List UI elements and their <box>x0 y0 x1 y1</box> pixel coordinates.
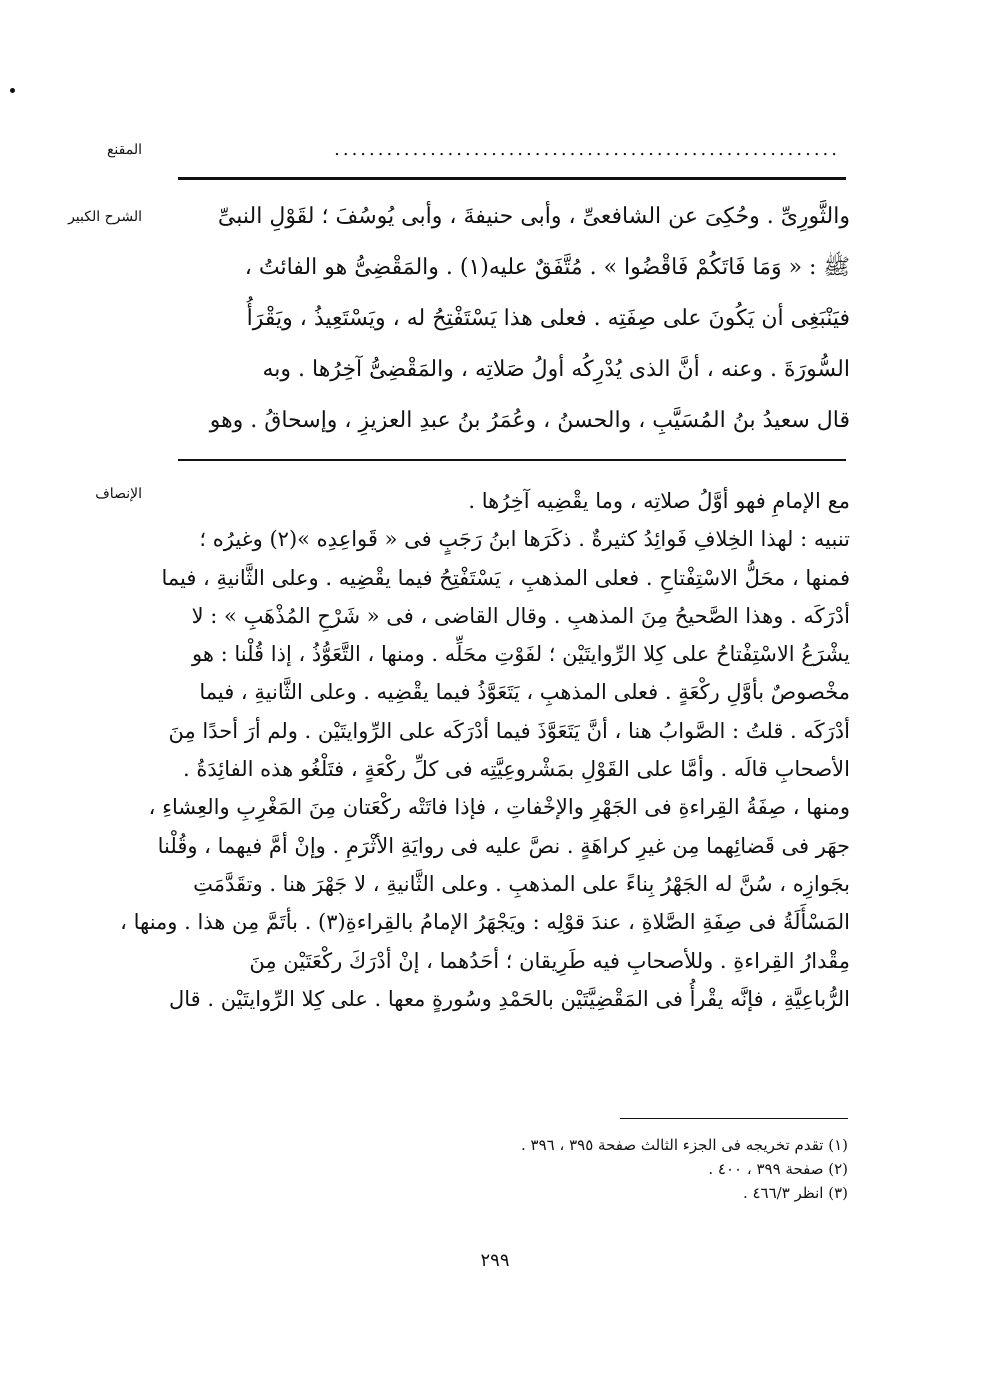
insaf-line: مِقْدارُ القِراءةِ . وللأصحابِ فيه طَرِيقان ؛ أحَدُهما ، إنْ أدْرَكَ ركْعَتَيْن مِنَ <box>249 948 850 973</box>
margin-label-muqni: المقنع <box>106 142 142 158</box>
insaf-line: بجَوازِه ، سُنَّ له الجَهْرُ بِناءً على المذهبِ . وعلى الثَّانيةِ ، لا جَهْرَ هنا . وتقَدَّمَتِ <box>193 871 850 896</box>
insaf-line: يشْرَعُ الاسْتِفْتاحُ على كِلا الرِّوايتَيْن ؛ لفَوْتِ محَلِّه . ومنها ، التَّعَوُّذُ ، إذا قُلْنا : هو <box>192 642 850 667</box>
insaf-line: تنبيه : لهذا الخِلافِ فَوائِدُ كثيرةٌ . ذكَرَها ابنُ رَجَبٍ فى « قَواعِدِه »(٢) وغيرُه ؛ <box>199 527 850 552</box>
sharh-line: السُّورَةَ . وعنه ، أنَّ الذى يُدْرِكُه أولُ صَلاتِه ، والمَقْضِىُّ آخِرُها . وبه <box>262 357 850 382</box>
insaf-line: الرُّباعِيَّةِ ، فإنَّه يقْرأُ فى المَقْضِيَّتَيْن بالحَمْدِ وسُورةٍ معها . على كِلا الرِّوايتَيْن . قال <box>168 986 850 1011</box>
middle-rule <box>178 459 846 461</box>
insaf-line: أدْرَكَه . قلتُ : الصَّوابُ هنا ، أنَّ يَتَعَوَّذَ فيما أدْرَكَه على الرِّوايتَيْن . ولم أرَ أحدًا مِنَ <box>168 718 850 743</box>
insaf-line: جهَر فى قَضائِهما مِن غيرِ كراهَةٍ . نصَّ عليه فى روايَةِ الأثْرَمِ . وإنْ أمَّ فيهما ، وقُلْنا <box>157 833 850 858</box>
insaf-line: ومنها ، صِفَةُ القِراءةِ فى الجَهْرِ والإخْفاتِ ، فإذا فاتَتْه ركْعَتان مِنَ المَغْرِبِ والعِشاءِ ، <box>148 795 850 820</box>
scan-speck <box>10 88 15 93</box>
margin-label-sharh-kabir: الشرح الكبير <box>68 209 142 225</box>
sharh-kabir-text <box>175 191 850 446</box>
insaf-text <box>120 482 850 1018</box>
top-rule <box>178 177 846 180</box>
insaf-line: فمنها ، محَلُّ الاسْتِفْتاحِ . فعلى المذهبِ ، يَسْتَفْتِحُ فيما يقْضِيه . وعلى الثَّانيةِ ، فيما <box>161 565 850 590</box>
page-number: ٢٩٩ <box>480 1250 510 1271</box>
footnotes <box>300 1133 848 1205</box>
insaf-line: أدْرَكَه . وهذا الصَّحيحُ مِنَ المذهبِ . وقال القاضى ، فى « شَرْحِ المُذْهَبِ » : لا <box>191 603 850 628</box>
sharh-line: ﷺ : « وَمَا فَاتَكُمْ فَاقْضُوا » . مُتَّفَقٌ عليه(١) . والمَقْضِىُّ هو الفائتُ ، <box>244 255 850 280</box>
footnote: (٣) انظر ٤٦٦/٣ . <box>742 1184 848 1202</box>
insaf-line: مع الإمامِ فهو أوَّلُ صلاتِه ، وما يقْضِيه آخِرُها . <box>468 489 850 513</box>
insaf-line: الأصحابِ قالَه . وأمَّا على القَوْلِ بمَشْروعِيَّتِه فى كلِّ ركْعَةٍ ، فتَلْغُو هذه الفائِدَةُ . <box>182 757 850 782</box>
muqni-dotted-placeholder: .......................................................... <box>334 139 840 160</box>
sharh-line: والثَّورِىِّ . وحُكِىَ عن الشافعىِّ ، وأبى حنيفةَ ، وأبى يُوسُفَ ؛ لقَوْلِ النبىِّ <box>217 204 850 229</box>
margin-label-insaf: الإنصاف <box>95 486 142 502</box>
sharh-line: قال سعيدُ بنُ المُسَيَّبِ ، والحسنُ ، وعُمَرُ بنُ عبدِ العزيزِ ، وإسحاقُ . وهو <box>209 408 850 433</box>
sharh-line: فيَنْبَغِى أن يَكُونَ على صِفَتِه . فعلى هذا يَسْتَفْتِحُ له ، ويَسْتَعِيذُ ، ويَقْرَأُ <box>246 306 850 331</box>
insaf-line: مخْصوصٌ بأوَّلِ ركْعَةٍ . فعلى المذهبِ ، يَتَعَوَّذُ فيما يقْضِيه . وعلى الثَّانيةِ ، فيما <box>199 680 850 705</box>
insaf-line: المَسْأَلَةُ فى صِفَةِ الصَّلاةِ ، عندَ قوْلِه : ويَجْهَرُ الإمامُ بالقِراءةِ(٣) . بأتَمَّ مِن هذا . ومنها ، <box>120 910 850 935</box>
footnote-rule <box>620 1118 848 1119</box>
footnote: (١) تقدم تخريجه فى الجزء الثالث صفحة ٣٩٥ ، ٣٩٦ . <box>521 1136 848 1154</box>
footnote: (٢) صفحة ٣٩٩ ، ٤٠٠ . <box>708 1160 848 1178</box>
